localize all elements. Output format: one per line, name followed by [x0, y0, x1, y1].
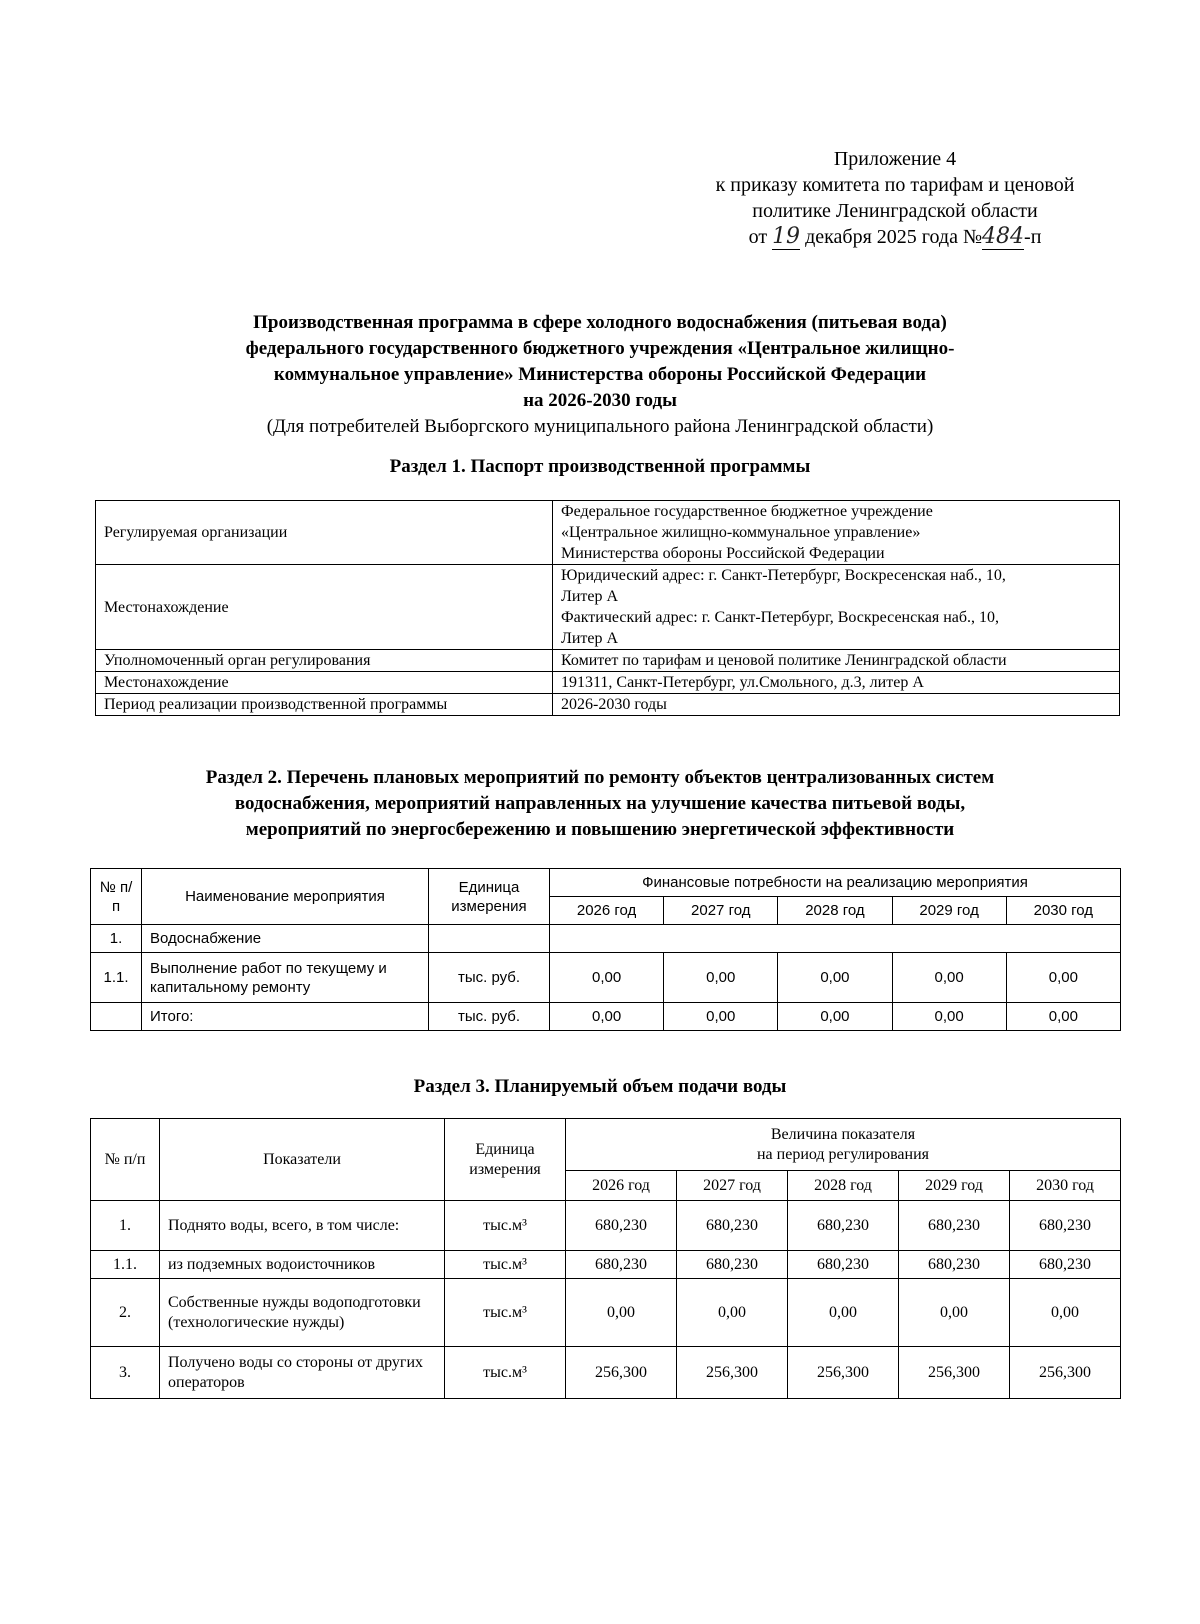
- row-value: 256,300: [788, 1347, 899, 1399]
- passport-label: Уполномоченный орган регулирования: [96, 650, 553, 672]
- passport-value-line: Литер А: [561, 588, 619, 605]
- row-value: 0,00: [778, 1003, 892, 1031]
- passport-row: [96, 650, 1120, 672]
- row-value: 0,00: [550, 953, 664, 1003]
- row-num: 1.1.: [91, 953, 142, 1003]
- document-title: [100, 310, 1100, 440]
- row-value: 0,00: [1006, 1003, 1120, 1031]
- water-volume-table: [90, 1118, 1121, 1399]
- heading-line: Раздел 2. Перечень плановых мероприятий по ремонту объектов централизованных систем: [205, 767, 995, 788]
- section1-heading: Раздел 1. Паспорт производственной программы: [389, 456, 811, 477]
- title-line: на 2026-2030 годы: [523, 390, 677, 411]
- col-unit: Единица измерения: [429, 869, 550, 925]
- measures-table: [90, 868, 1121, 1031]
- passport-value: [553, 565, 1120, 650]
- row-value: 0,00: [1006, 953, 1120, 1003]
- row-num: 3.: [91, 1347, 160, 1399]
- row-value: 0,00: [788, 1279, 899, 1347]
- year-header: 2030 год: [1010, 1171, 1121, 1201]
- title-line: Производственная программа в сфере холодного водоснабжения (питьевая вода): [253, 312, 947, 333]
- passport-value-line: Фактический адрес: г. Санкт-Петербург, Воскресенская наб., 10,: [561, 609, 1000, 626]
- row-value: 0,00: [664, 953, 778, 1003]
- year-header: 2028 год: [788, 1171, 899, 1201]
- row-unit: тыс.м³: [445, 1201, 566, 1251]
- table-row: [91, 1003, 1121, 1031]
- col-name: Наименование мероприятия: [142, 869, 429, 925]
- appendix-line: к приказу комитета по тарифам и ценовой: [715, 174, 1075, 196]
- passport-value-line: 191311, Санкт-Петербург, ул.Смольного, д.3, литер А: [561, 674, 924, 691]
- passport-label: Регулируемая организации: [96, 501, 553, 565]
- table-row: [91, 1279, 1121, 1347]
- section2-heading: [0, 765, 1200, 843]
- appendix-line: политике Ленинградской области: [752, 200, 1038, 222]
- row-value: 0,00: [892, 1003, 1006, 1031]
- row-name: Водоснабжение: [142, 925, 429, 953]
- row-value: 680,230: [1010, 1201, 1121, 1251]
- table-row: [91, 953, 1121, 1003]
- passport-value-line: Комитет по тарифам и ценовой политике Ленинградской области: [561, 652, 1007, 669]
- passport-label: Местонахождение: [96, 672, 553, 694]
- row-unit: тыс.м³: [445, 1279, 566, 1347]
- title-line: федерального государственного бюджетного учреждения «Центральное жилищно-: [245, 338, 955, 359]
- passport-table: [95, 500, 1120, 716]
- row-value: 0,00: [1010, 1279, 1121, 1347]
- col-unit: Единица измерения: [445, 1119, 566, 1201]
- passport-value: [553, 694, 1120, 716]
- table-row: [91, 925, 1121, 953]
- appendix-header: [660, 146, 1130, 250]
- row-value: 680,230: [566, 1201, 677, 1251]
- year-header: 2027 год: [677, 1171, 788, 1201]
- year-header: 2026 год: [550, 897, 664, 925]
- passport-row: [96, 672, 1120, 694]
- row-name: Собственные нужды водоподготовки (технологические нужды): [160, 1279, 445, 1347]
- passport-row: [96, 565, 1120, 650]
- col-group: [566, 1119, 1121, 1171]
- passport-value-line: Юридический адрес: г. Санкт-Петербург, Воскресенская наб., 10,: [561, 567, 1006, 584]
- passport-value-line: Федеральное государственное бюджетное учреждение: [561, 503, 933, 520]
- row-num: 1.1.: [91, 1251, 160, 1279]
- appendix-date-line: [660, 224, 1130, 250]
- appendix-line: Приложение 4: [833, 148, 957, 170]
- row-value: 0,00: [892, 953, 1006, 1003]
- row-empty: [550, 925, 1121, 953]
- number-suffix: -п: [1024, 226, 1042, 248]
- year-header: 2029 год: [892, 897, 1006, 925]
- passport-value-line: «Центральное жилищно-коммунальное управление»: [561, 524, 921, 541]
- table-row: [91, 1251, 1121, 1279]
- row-unit: тыс. руб.: [429, 1003, 550, 1031]
- row-value: 680,230: [566, 1251, 677, 1279]
- row-unit: тыс. руб.: [429, 953, 550, 1003]
- row-value: 0,00: [550, 1003, 664, 1031]
- row-value: 256,300: [899, 1347, 1010, 1399]
- table-row: [91, 1201, 1121, 1251]
- row-num: 1.: [91, 1201, 160, 1251]
- row-name: Итого:: [142, 1003, 429, 1031]
- passport-value-line: Литер А: [561, 630, 619, 647]
- date-mid: декабря 2025 года №: [805, 226, 983, 248]
- row-num: 2.: [91, 1279, 160, 1347]
- title-subtitle: (Для потребителей Выборгского муниципального района Ленинградской области): [266, 416, 934, 437]
- row-name: Поднято воды, всего, в том числе:: [160, 1201, 445, 1251]
- passport-row: [96, 501, 1120, 565]
- date-prefix: от: [748, 226, 768, 248]
- row-name: Получено воды со стороны от других операторов: [160, 1347, 445, 1399]
- passport-label: Местонахождение: [96, 565, 553, 650]
- row-value: 680,230: [899, 1251, 1010, 1279]
- passport-value: [553, 501, 1120, 565]
- row-value: 256,300: [566, 1347, 677, 1399]
- col-num: № п/п: [91, 1119, 160, 1201]
- year-header: 2028 год: [778, 897, 892, 925]
- heading-line: мероприятий по энергосбережению и повышению энергетической эффективности: [245, 819, 955, 840]
- year-header: 2029 год: [899, 1171, 1010, 1201]
- table-row: [91, 1347, 1121, 1399]
- row-value: 0,00: [899, 1279, 1010, 1347]
- col-num: № п/п: [91, 869, 142, 925]
- row-unit: тыс.м³: [445, 1347, 566, 1399]
- row-num: 1.: [91, 925, 142, 953]
- passport-value: [553, 650, 1120, 672]
- passport-row: [96, 694, 1120, 716]
- row-value: 680,230: [677, 1201, 788, 1251]
- row-value: 680,230: [1010, 1251, 1121, 1279]
- row-name: из подземных водоисточников: [160, 1251, 445, 1279]
- row-value: 0,00: [677, 1279, 788, 1347]
- row-value: 680,230: [677, 1251, 788, 1279]
- year-header: 2030 год: [1006, 897, 1120, 925]
- passport-value-line: 2026-2030 годы: [561, 696, 667, 713]
- year-header: 2027 год: [664, 897, 778, 925]
- row-value: 680,230: [899, 1201, 1010, 1251]
- row-value: 256,300: [677, 1347, 788, 1399]
- section3-heading: Раздел 3. Планируемый объем подачи воды: [413, 1076, 787, 1097]
- row-value: 0,00: [664, 1003, 778, 1031]
- handwritten-number: 484: [982, 224, 1025, 249]
- row-value: 0,00: [566, 1279, 677, 1347]
- row-name: Выполнение работ по текущему и капитальному ремонту: [142, 953, 429, 1003]
- heading-line: водоснабжения, мероприятий направленных на улучшение качества питьевой воды,: [234, 793, 966, 814]
- passport-value-line: Министерства обороны Российской Федерации: [561, 545, 885, 562]
- passport-label: Период реализации производственной программы: [96, 694, 553, 716]
- title-line: коммунальное управление» Министерства обороны Российской Федерации: [273, 364, 927, 385]
- row-num: [91, 1003, 142, 1031]
- handwritten-day: 19: [772, 224, 801, 249]
- row-unit: тыс.м³: [445, 1251, 566, 1279]
- col-group-line: на период регулирования: [756, 1145, 929, 1163]
- passport-value: [553, 672, 1120, 694]
- row-unit: [429, 925, 550, 953]
- year-header: 2026 год: [566, 1171, 677, 1201]
- row-value: 680,230: [788, 1251, 899, 1279]
- row-value: 680,230: [788, 1201, 899, 1251]
- col-name: Показатели: [160, 1119, 445, 1201]
- col-group: Финансовые потребности на реализацию мероприятия: [550, 869, 1121, 897]
- row-value: 256,300: [1010, 1347, 1121, 1399]
- col-group-line: Величина показателя: [770, 1125, 916, 1143]
- row-value: 0,00: [778, 953, 892, 1003]
